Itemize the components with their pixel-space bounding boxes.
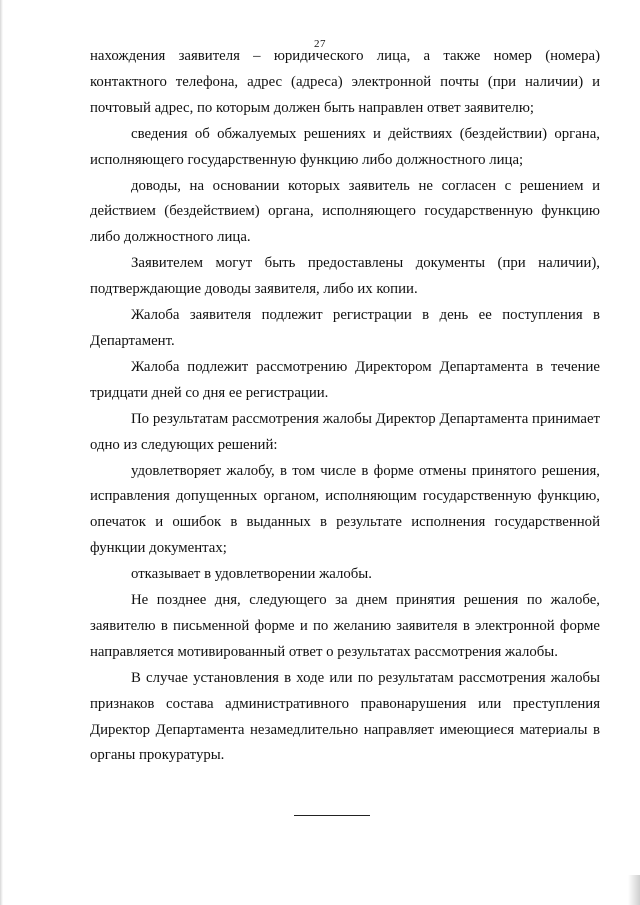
- paragraph-documents: Заявителем могут быть предоставлены документы (при наличии), подтверждающие доводы заявителя, либо их копии.: [90, 255, 600, 298]
- paragraph-prosecution: В случае установления в ходе или по результатам рассмотрения жалобы признаков состава административного правонарушения или преступления Директор Департамента незамедлительно направляет имеющиеся материалы в органы прокуратуры.: [90, 669, 600, 764]
- paragraph-decision-intro: По результатам рассмотрения жалобы Директор Департамента принимает одно из следующих решений:: [90, 410, 600, 453]
- page-number: 27: [314, 38, 326, 50]
- scan-edge-left: [0, 0, 3, 905]
- paragraph-reasoned-reply: Не позднее дня, следующего за днем принятия решения по жалобе, заявителю в письменной форме и по желанию заявителя в электронной форме направляется мотивированный ответ о результатах рассмотрения жалобы.: [90, 592, 600, 660]
- paragraph-registration: Жалоба заявителя подлежит регистрации в день ее поступления в Департамент.: [90, 307, 600, 349]
- paragraph-decision-satisfy: удовлетворяет жалобу, в том числе в форме отмены принятого решения, исправления допущенных органом, исполняющим государственную функцию, опечаток и ошибок в выданных в результате исполнения государственной функции документах;: [90, 462, 600, 557]
- paragraph-applicant-address: нахождения заявителя – юридического лица, а также номер (номера) контактного телефона, адрес (адреса) электронной почты (при наличии) и почтовый адрес, по которым должен быть направлен ответ заявителю;: [90, 48, 600, 116]
- body-text: [90, 44, 600, 769]
- footer-rule: [294, 815, 370, 816]
- paragraph-review-period: Жалоба подлежит рассмотрению Директором Департамента в течение тридцати дней со дня ее регистрации.: [90, 358, 600, 401]
- paragraph-appealed-decisions: сведения об обжалуемых решениях и действиях (бездействии) органа, исполняющего государственную функцию либо должностного лица;: [90, 125, 600, 168]
- paragraph-decision-refuse: отказывает в удовлетворении жалобы.: [131, 566, 372, 583]
- scan-edge-right: [628, 875, 640, 905]
- paragraph-arguments: доводы, на основании которых заявитель не согласен с решением и действием (бездействием) органа, исполняющего государственную функцию либо должностного лица.: [90, 177, 600, 246]
